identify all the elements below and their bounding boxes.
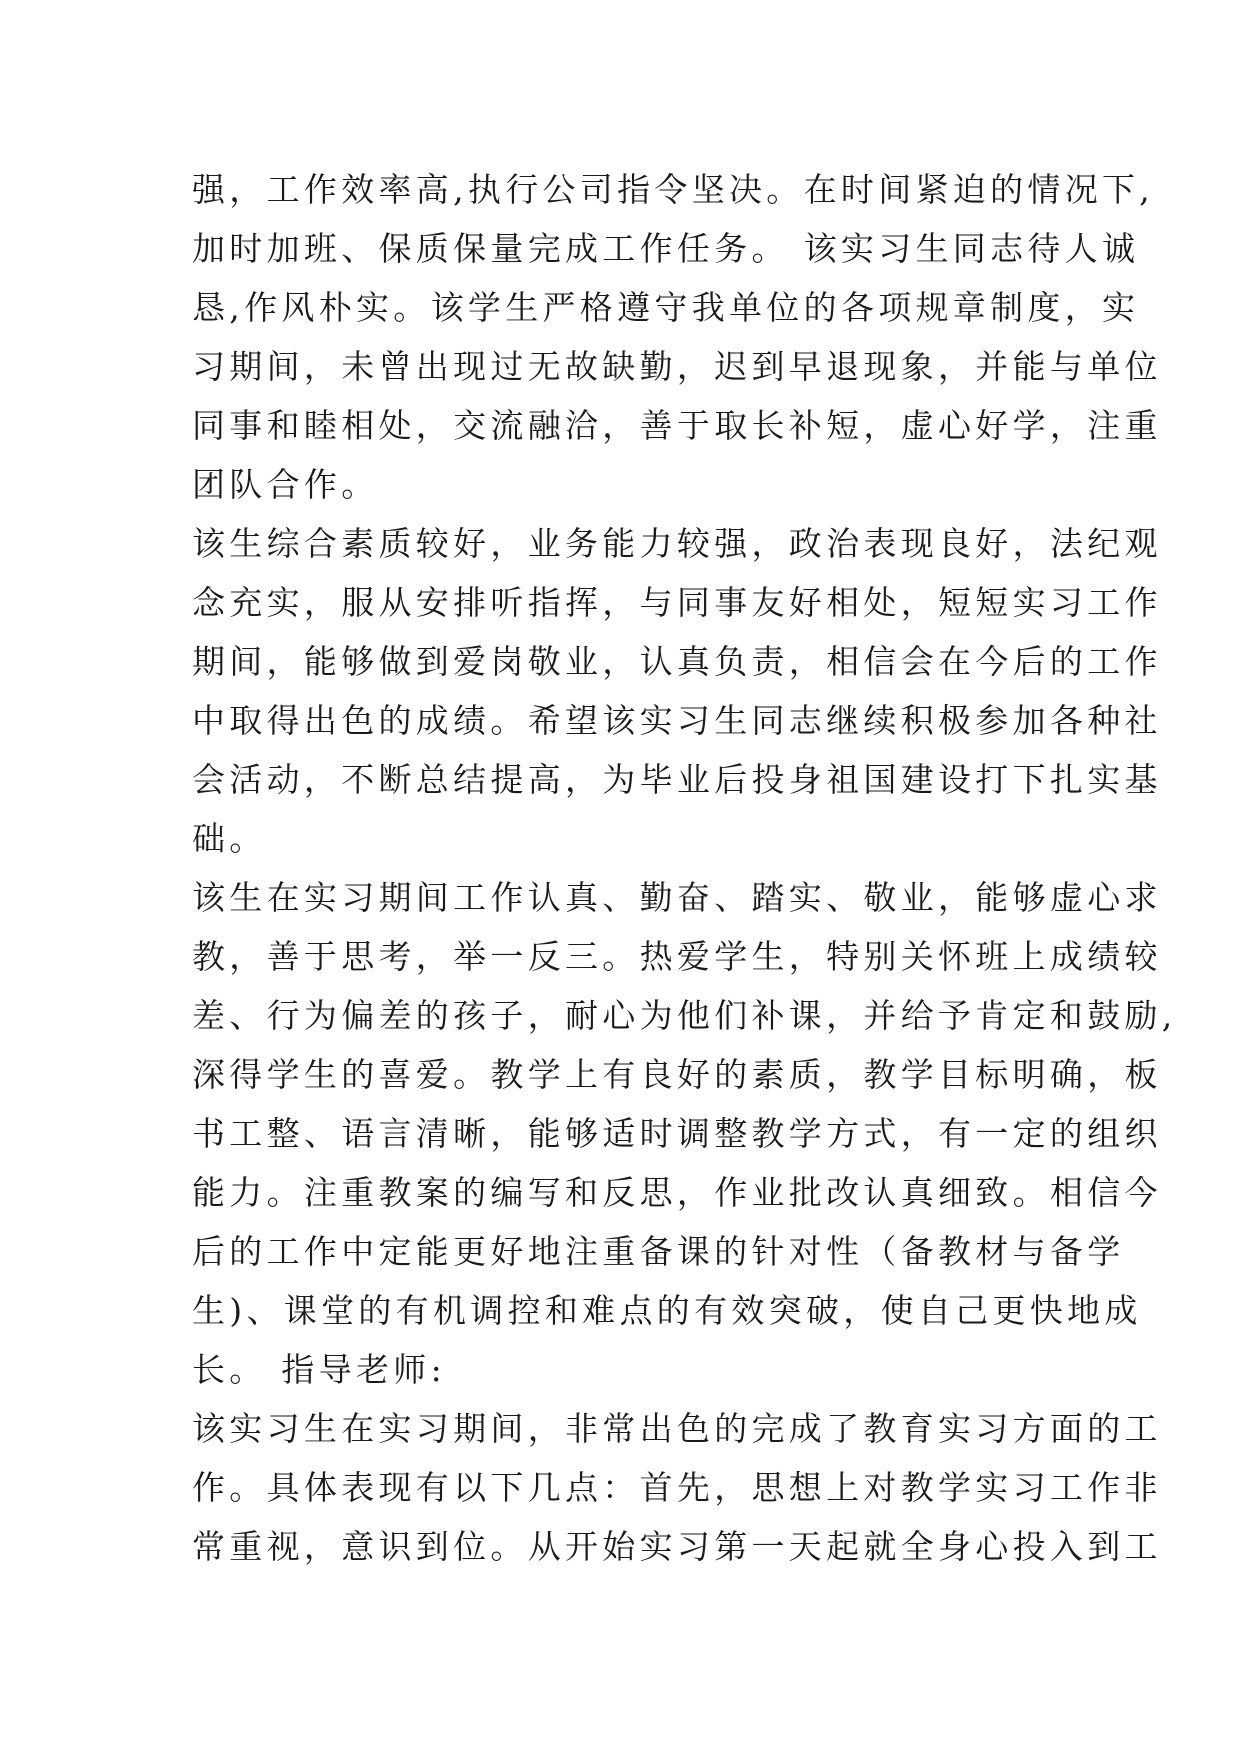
- document-body: [192, 160, 1177, 1576]
- text-line-12: 础。: [192, 819, 267, 858]
- text-line-10: 中取得出色的成绩。希望该实习生同志继续积极参加各种社: [192, 701, 1162, 740]
- text-line-8: 念充实，服从安排听指挥，与同事友好相处，短短实习工作: [192, 583, 1162, 622]
- text-line-11: 会活动，不断总结提高，为毕业后投身祖国建设打下扎实基: [192, 760, 1162, 799]
- text-line-15: 差、行为偏差的孩子，耐心为他们补课，并给予肯定和鼓励,: [192, 996, 1177, 1035]
- text-line-19: 后的工作中定能更好地注重备课的针对性（备教材与备学: [192, 1232, 1125, 1271]
- text-line-2: 加时加班、保质保量完成工作任务。 该实习生同志待人诚: [192, 229, 1140, 268]
- text-line-20: 生)、课堂的有机调控和难点的有效突破，使自己更快地成: [192, 1291, 1142, 1330]
- text-line-9: 期间，能够做到爱岗敬业，认真负责，相信会在今后的工作: [192, 642, 1162, 681]
- text-line-1: 强，工作效率高,执行公司指令坚决。在时间紧迫的情况下,: [192, 170, 1155, 209]
- text-line-3: 恳,作风朴实。该学生严格遵守我单位的各项规章制度，实: [192, 288, 1140, 327]
- text-line-24: 常重视，意识到位。从开始实习第一天起就全身心投入到工: [192, 1527, 1162, 1566]
- text-line-13: 该生在实习期间工作认真、勤奋、踏实、敬业，能够虚心求: [192, 878, 1162, 917]
- text-line-4: 习期间，未曾出现过无故缺勤，迟到早退现象，并能与单位: [192, 347, 1162, 386]
- text-line-7: 该生综合素质较好，业务能力较强，政治表现良好，法纪观: [192, 524, 1162, 563]
- text-line-18: 能力。注重教案的编写和反思，作业批改认真细致。相信今: [192, 1173, 1162, 1212]
- text-line-21: 长。 指导老师:: [192, 1350, 447, 1389]
- text-line-14: 教，善于思考，举一反三。热爱学生，特别关怀班上成绩较: [192, 937, 1162, 976]
- text-line-6: 团队合作。: [192, 465, 379, 504]
- text-line-17: 书工整、语言清晰，能够适时调整教学方式，有一定的组织: [192, 1114, 1162, 1153]
- text-line-22: 该实习生在实习期间，非常出色的完成了教育实习方面的工: [192, 1409, 1162, 1448]
- text-line-23: 作。具体表现有以下几点：首先，思想上对教学实习工作非: [192, 1468, 1162, 1507]
- text-line-16: 深得学生的喜爱。教学上有良好的素质，教学目标明确，板: [192, 1055, 1162, 1094]
- text-line-5: 同事和睦相处，交流融洽，善于取长补短，虚心好学，注重: [192, 406, 1162, 445]
